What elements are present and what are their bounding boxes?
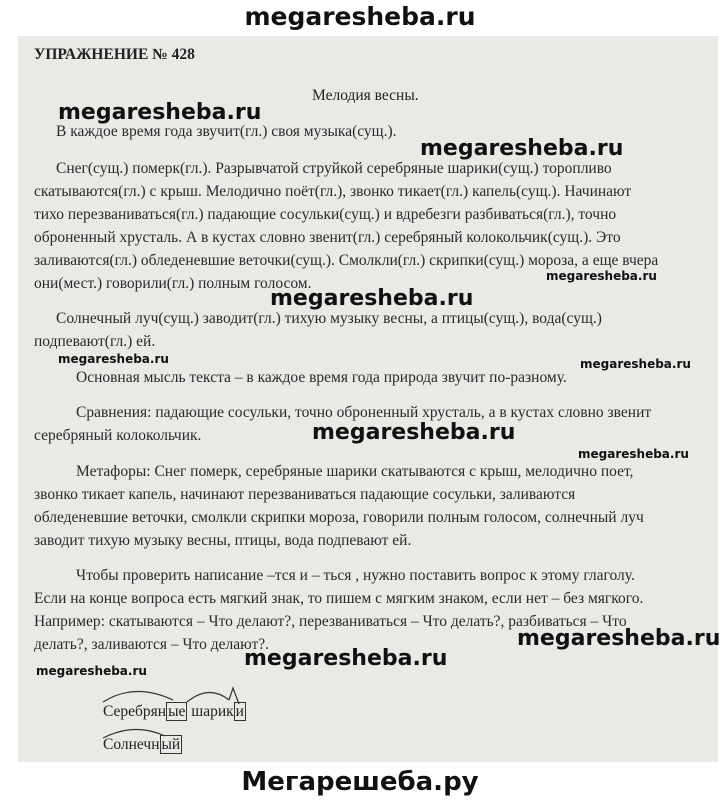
- watermark: megaresheba.ru: [270, 286, 474, 311]
- word-root: Серебрян: [103, 703, 167, 720]
- morpheme-word-2: [103, 736, 182, 754]
- watermark: megaresheba.ru: [312, 420, 516, 445]
- word-ending: и: [235, 703, 244, 720]
- watermark-small: megaresheba.ru: [546, 269, 657, 283]
- metaphors-line: обледеневшие веточки, смолкли скрипки мороза, говорили полным голосом, солнечный луч: [34, 509, 644, 526]
- site-footer: [0, 762, 720, 803]
- watermark: megaresheba.ru: [517, 626, 720, 651]
- watermark: megaresheba.ru: [58, 100, 262, 125]
- main-idea: Основная мысль текста – в каждое время года природа звучит по-разному.: [76, 369, 567, 386]
- word-ending: ый: [161, 736, 181, 753]
- text-line: оброненный хрусталь. А в кустах словно звенит(гл.) серебряный колокольчик(сущ.). Это: [34, 229, 621, 246]
- rule-line: Чтобы проверить написание –тся и – ться , нужно поставить вопрос к этому глаголу.: [76, 567, 635, 584]
- site-name-cyrillic: Мегарешеба.ру: [241, 767, 479, 797]
- story-title: Мелодия весны.: [312, 87, 419, 104]
- text-line: Снег(сущ.) померк(гл.). Разрывчатой струйкой серебряные шарики(сущ.) торопливо: [56, 160, 612, 177]
- watermark-small: megaresheba.ru: [58, 352, 169, 366]
- watermark-small: megaresheba.ru: [36, 664, 147, 678]
- comparisons-line: Сравнения: падающие сосульки, точно оброненный хрусталь, а в кустах словно звенит: [76, 404, 652, 421]
- comparisons-line: серебряный колокольчик.: [34, 427, 202, 444]
- text-line: скатываются(гл.) с крыш. Мелодично поёт(гл.), звонко тикает(гл.) капель(сущ.). Начинают: [34, 183, 632, 200]
- exercise-title: УПРАЖНЕНИЕ № 428: [34, 46, 195, 63]
- watermark: megaresheba.ru: [420, 136, 624, 161]
- site-name: megaresheba.ru: [244, 2, 476, 31]
- text-line: В каждое время года звучит(гл.) своя музыка(сущ.).: [56, 123, 397, 140]
- watermark-small: megaresheba.ru: [578, 447, 689, 461]
- word-root: Солнечн: [103, 736, 160, 753]
- metaphors-line: звонко тикает капель, начинают перезваниваться падающие сосульки, заливаются: [34, 486, 576, 503]
- text-line: Солнечный луч(сущ.) заводит(гл.) тихую музыку весны, а птицы(сущ.), вода(сущ.): [56, 310, 602, 327]
- text-line: подпевают(гл.) ей.: [34, 333, 156, 350]
- site-header: [0, 0, 720, 36]
- morpheme-word-1: [103, 703, 246, 721]
- watermark-small: megaresheba.ru: [580, 357, 691, 371]
- text-line: тихо перезваниваться(гл.) падающие сосульки(сущ.) и вдребезги разбиваться(гл.), точно: [34, 206, 617, 223]
- word-root: шарик: [191, 703, 234, 720]
- text-line: они(мест.) говорили(гл.) полным голосом.: [34, 275, 312, 292]
- rule-line: Например: скатываются – Что делают?, перезваниваться – Что делать?, разбиваться – Что: [34, 613, 627, 630]
- text-line: заливаются(гл.) обледеневшие веточки(сущ.). Смолкли(гл.) скрипки(сущ.) мороза, а еще вчера: [34, 252, 659, 269]
- watermark: megaresheba.ru: [244, 646, 448, 671]
- rule-line: делать?, заливаются – Что делают?.: [34, 636, 270, 653]
- word-ending: ые: [168, 703, 186, 720]
- rule-line: Если на конце вопроса есть мягкий знак, то пишем с мягким знаком, если нет – без мягкого.: [34, 590, 644, 607]
- metaphors-line: Метафоры: Снег померк, серебряные шарики скатываются с крыш, мелодично поет,: [76, 463, 634, 480]
- metaphors-line: заводит тихую музыку весны, птицы, вода подпевают ей.: [34, 532, 412, 549]
